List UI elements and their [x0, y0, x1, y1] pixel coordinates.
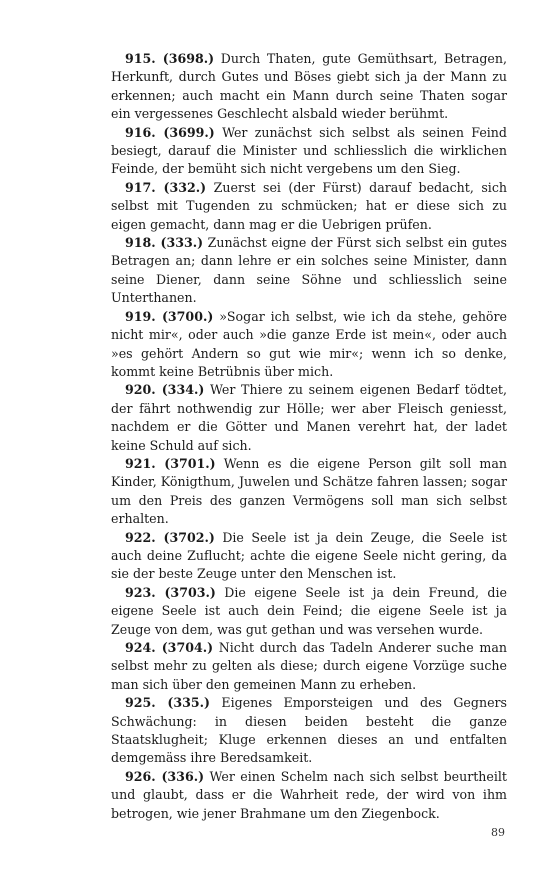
- entry-text: Wer einen Schelm nach sich selbst beurtheilt und glaubt, dass er die Wahrheit rede, der wird von ihm betrogen, wie jener Brahmane um den Ziegenbock.: [111, 768, 507, 821]
- entry-919: [111, 308, 507, 382]
- entry-number: 916. (3699.): [125, 124, 215, 140]
- entry-925: [111, 694, 507, 768]
- entry-text: Zunächst eigne der Fürst sich selbst ein gutes Betragen an; dann lehre er ein solches seine Minister, dann seine Diener, dann seine Söhne und schliesslich seine Unterthanen.: [111, 235, 507, 306]
- entry-text: Zuerst sei (der Fürst) darauf bedacht, sich selbst mit Tugenden zu schmücken; hat er diese sich zu eigen gemacht, dann mag er die Uebrigen prüfen.: [111, 179, 507, 232]
- entry-918: [111, 234, 507, 308]
- entry-number: 924. (3704.): [125, 640, 214, 655]
- entry-number: 921. (3701.): [125, 455, 216, 471]
- entry-number: 918. (333.): [125, 235, 204, 251]
- entry-number: 923. (3703.): [125, 584, 216, 600]
- entry-923: [111, 584, 507, 639]
- entry-text: Wer zunächst sich selbst als seinen Feind besiegt, darauf die Minister und schliesslich die wirklichen Feinde, der bemüht sich nicht vergebens um den Sieg.: [111, 124, 507, 177]
- entry-926: [111, 768, 507, 823]
- entry-text: »Sogar ich selbst, wie ich da stehe, gehöre nicht mir«, oder auch »die ganze Erde ist mein«, oder auch »es gehört Andern so gut wie mir«; wenn ich so denke, kommt keine Betrübnis über mich.: [111, 308, 507, 379]
- page-number: 89: [491, 826, 505, 839]
- entry-915: [111, 50, 507, 124]
- entry-text: Wenn es die eigene Person gilt soll man Kinder, Königthum, Juwelen und Schätze fahren lassen; sogar um den Preis des ganzen Vermögens soll man sich selbst erhalten.: [111, 455, 507, 527]
- entry-text: Wer Thiere zu seinem eigenen Bedarf tödtet, der fährt nothwendig zur Hölle; wer aber Fleisch geniesst, nachdem er die Götter und Manen verehrt hat, der ladet keine Schuld auf sich.: [111, 382, 507, 453]
- entry-921: [111, 455, 507, 529]
- entry-924: [111, 639, 507, 694]
- entry-number: 920. (334.): [125, 382, 205, 398]
- entry-text: Die Seele ist ja dein Zeuge, die Seele ist auch deine Zuflucht; achte die eigene Seele nicht gering, da sie der beste Zeuge unter den Menschen ist.: [111, 529, 507, 582]
- entry-number: 925. (335.): [125, 695, 211, 711]
- entry-917: [111, 179, 507, 234]
- text-column: [111, 50, 507, 823]
- entry-text: Die eigene Seele ist ja dein Freund, die eigene Seele ist auch dein Feind; die eigene Seele ist ja Zeuge von dem, was gut gethan und was versehen wurde.: [111, 584, 507, 637]
- entry-920: [111, 381, 507, 455]
- entry-text: Eigenes Emporsteigen und des Gegners Schwächung: in diesen beiden besteht die ganze Staatsklugheit; Kluge erkennen dieses an und entfalten demgemäss ihre Beredsamkeit.: [111, 695, 507, 766]
- entry-922: [111, 529, 507, 584]
- entry-text: Nicht durch das Tadeln Anderer suche man selbst mehr zu gelten als diese; durch eigene Vorzüge suche man sich über den gemeinen Mann zu erheben.: [111, 640, 507, 692]
- entry-916: [111, 124, 507, 179]
- entry-number: 922. (3702.): [125, 529, 215, 545]
- entry-number: 926. (336.): [125, 768, 205, 784]
- entry-number: 917. (332.): [125, 179, 207, 195]
- entry-number: 915. (3698.): [125, 51, 215, 66]
- entry-text: Durch Thaten, gute Gemüthsart, Betragen, Herkunft, durch Gutes und Böses giebt sich ja der Mann zu erkennen; auch macht ein Mann durch seine Thaten sogar ein vergessenes Geschlecht alsbald wieder berühmt.: [111, 51, 507, 122]
- entry-number: 919. (3700.): [125, 308, 214, 324]
